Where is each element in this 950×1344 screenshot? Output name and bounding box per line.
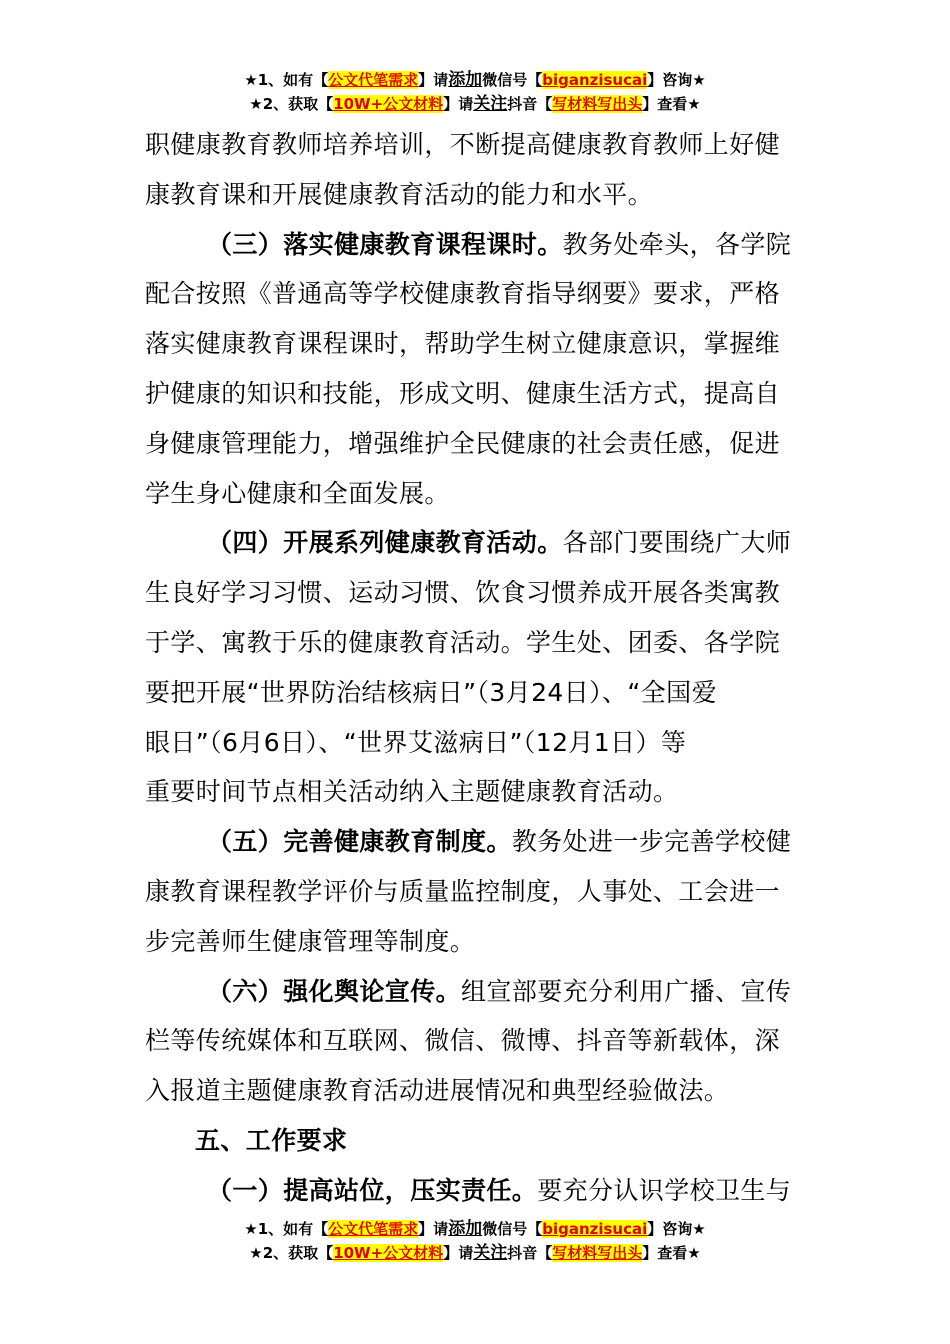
text: 】查看★ <box>642 95 701 113</box>
highlight: 公文代笔需求 <box>328 1220 419 1238</box>
text-line <box>145 1066 810 1116</box>
text: 】咨询★ <box>647 1220 706 1238</box>
underlined: 添加 <box>448 70 483 90</box>
text-line <box>145 568 810 618</box>
text-line <box>145 369 810 419</box>
paragraph-text: 组宣部要充分利用广播、宣传 <box>461 976 792 1006</box>
section-heading: 五、工作要求 <box>195 1125 348 1155</box>
paragraph-text: 眼日”（6月6日）、“世界艾滋病日”（12月1日）等 <box>145 727 687 757</box>
highlight: 公文代笔需求 <box>328 71 419 89</box>
text-line <box>145 767 810 817</box>
promo-line-2 <box>0 1241 950 1265</box>
paragraph-text: 配合按照《普通高等学校健康教育指导纲要》要求，严格 <box>145 279 781 309</box>
promo-banner-top <box>0 68 950 116</box>
text: 微信号【 <box>482 1220 543 1238</box>
paragraph-text: 教务处进一步完善学校健 <box>511 827 792 857</box>
underlined: 关注 <box>473 1243 508 1263</box>
subsection-heading: （五）完善健康教育制度。 <box>207 827 512 857</box>
text: 抖音【 <box>507 1244 553 1262</box>
text: 】查看★ <box>642 1244 701 1262</box>
text-line <box>145 967 810 1017</box>
text-line <box>145 469 810 519</box>
paragraph-text: 康教育课程教学评价与质量监控制度，人事处、工会进一 <box>145 876 781 906</box>
text-line <box>145 668 810 718</box>
text: 微信号【 <box>482 71 543 89</box>
paragraph-text: 入报道主题健康教育活动进展情况和典型经验做法。 <box>145 1076 730 1106</box>
highlight: 10W+公文材料 <box>333 95 444 113</box>
paragraph-text: 身健康管理能力，增强维护全民健康的社会责任感，促进 <box>145 428 781 458</box>
highlight: 10W+公文材料 <box>333 1244 444 1262</box>
text-line <box>145 319 810 369</box>
text: ★1、如有【 <box>244 71 329 89</box>
paragraph-text: 各部门要围绕广大师 <box>562 528 792 558</box>
promo-line-1 <box>0 68 950 92</box>
paragraph-text: 康教育课和开展健康教育活动的能力和水平。 <box>145 179 654 209</box>
paragraph-text: 生良好学习习惯、运动习惯、饮食习惯养成开展各类寓教 <box>145 578 781 608</box>
paragraph-text: 落实健康教育课程课时，帮助学生树立健康意识，掌握维 <box>145 329 781 359</box>
paragraph-text: 栏等传统媒体和互联网、微信、微博、抖音等新载体，深 <box>145 1026 781 1056</box>
text-line <box>145 718 810 768</box>
paragraph-text: 职健康教育教师培养培训，不断提高健康教育教师上好健 <box>145 130 781 159</box>
subsection-heading: （四）开展系列健康教育活动。 <box>207 528 563 558</box>
document-body <box>145 120 810 1216</box>
text: 】请 <box>443 1244 474 1262</box>
promo-line-1 <box>0 1217 950 1241</box>
text-line <box>145 419 810 469</box>
text: 】请 <box>418 1220 449 1238</box>
subsection-heading: （一）提高站位，压实责任。 <box>207 1175 538 1205</box>
text-line <box>145 170 810 220</box>
paragraph-text: 重要时间节点相关活动纳入主题健康教育活动。 <box>145 777 679 807</box>
paragraph-text: 要充分认识学校卫生与 <box>537 1175 792 1205</box>
text: ★2、获取【 <box>249 1244 334 1262</box>
text: 抖音【 <box>507 95 553 113</box>
highlight: biganzisucai <box>542 1220 648 1238</box>
text-line <box>145 817 810 867</box>
text: 】请 <box>443 95 474 113</box>
paragraph-text: 学生身心健康和全面发展。 <box>145 478 450 508</box>
promo-banner-bottom <box>0 1217 950 1265</box>
text-line <box>145 1016 810 1066</box>
paragraph-text: 护健康的知识和技能，形成文明、健康生活方式，提高自 <box>145 378 781 408</box>
subsection-heading: （三）落实健康教育课程课时。 <box>207 229 563 259</box>
text: 】咨询★ <box>647 71 706 89</box>
paragraph-text: 于学、寓教于乐的健康教育活动。学生处、团委、各学院 <box>145 627 781 657</box>
text-line <box>145 867 810 917</box>
text: ★2、获取【 <box>249 95 334 113</box>
text: 】请 <box>418 71 449 89</box>
text-line <box>145 1166 810 1216</box>
paragraph-text: 要把开展“世界防治结核病日”（3月24日）、“全国爱 <box>145 677 717 707</box>
text: ★1、如有【 <box>244 1220 329 1238</box>
highlight: 写材料写出头 <box>552 95 643 113</box>
text-line <box>145 220 810 270</box>
paragraph-text: 教务处牵头，各学院 <box>562 229 792 259</box>
text-line <box>145 120 810 170</box>
subsection-heading: （六）强化舆论宣传。 <box>207 976 462 1006</box>
paragraph-text: 步完善师生健康管理等制度。 <box>145 926 476 956</box>
text-line <box>145 917 810 967</box>
text-line <box>145 618 810 668</box>
underlined: 添加 <box>448 1219 483 1239</box>
highlight: biganzisucai <box>542 71 648 89</box>
underlined: 关注 <box>473 94 508 114</box>
highlight: 写材料写出头 <box>552 1244 643 1262</box>
text-line <box>145 269 810 319</box>
text-line <box>145 518 810 568</box>
promo-line-2 <box>0 92 950 116</box>
